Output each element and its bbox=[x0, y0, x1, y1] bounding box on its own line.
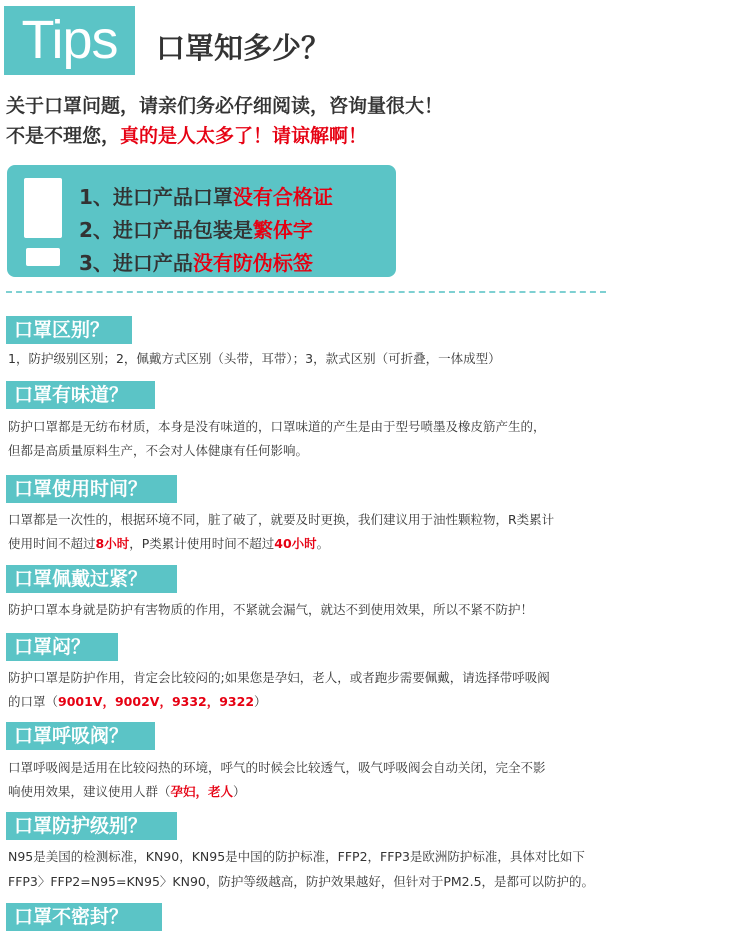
alert-box bbox=[7, 165, 396, 277]
tips-badge: Tips bbox=[4, 6, 135, 75]
section-text: 口罩都是一次性的，根据环境不同，脏了破了，就要及时更换，我们建议用于油性颗粒物，R类累计 bbox=[8, 512, 555, 527]
section-text: 防护口罩都是无纺布材质，本身是没有味道的，口罩味道的产生是由于型号喷墨及橡皮筋产生的， bbox=[8, 419, 546, 434]
section-header-not-sealed: 口罩不密封？ bbox=[6, 903, 162, 931]
alert-item-highlight: 繁体字 bbox=[252, 218, 313, 242]
section-text: N95是美国的检测标准，KN90，KN95是中国的防护标准，FFP2，FFP3是欧洲防护标准，具体对比如下 bbox=[8, 849, 585, 864]
text-plain: 的口罩（ bbox=[8, 694, 59, 709]
section-header-stuffy: 口罩闷？ bbox=[6, 633, 118, 661]
alert-item bbox=[79, 214, 313, 243]
alert-item-text: 1、进口产品口罩 bbox=[79, 185, 233, 209]
text-highlight: 9001V，9002V，9332，9322 bbox=[58, 694, 255, 709]
alert-item-highlight: 没有合格证 bbox=[232, 185, 333, 209]
section-text: 防护口罩本身就是防护有害物质的作用，不紧就会漏气，就达不到使用效果，所以不紧不防护！ bbox=[8, 602, 534, 617]
dashed-divider bbox=[6, 291, 606, 293]
text-plain: ） bbox=[254, 694, 267, 709]
notice-plain: 不是不理您， bbox=[6, 125, 121, 147]
section-text: 但都是高质量原料生产，不会对人体健康有任何影响。 bbox=[8, 443, 309, 458]
section-header-usage-time: 口罩使用时间？ bbox=[6, 475, 177, 503]
text-highlight: 孕妇，老人 bbox=[170, 784, 234, 799]
notice-line-2 bbox=[6, 121, 367, 148]
text-plain: 响使用效果，建议使用人群（ bbox=[8, 784, 171, 799]
alert-item-text: 2、进口产品包装是 bbox=[79, 218, 253, 242]
text-plain: 。 bbox=[316, 536, 330, 551]
section-header-valve: 口罩呼吸阀？ bbox=[6, 722, 155, 750]
section-text bbox=[8, 780, 246, 804]
section-header-mask-smell: 口罩有味道？ bbox=[6, 381, 155, 409]
section-header-too-tight: 口罩佩戴过紧？ bbox=[6, 565, 177, 593]
notice-line-1: 关于口罩问题，请亲们务必仔细阅读，咨询量很大！ bbox=[6, 95, 444, 117]
section-text: 1，防护级别区别；2，佩戴方式区别（头带，耳带）；3，款式区别（可折叠，一体成型） bbox=[8, 351, 501, 366]
alert-item-highlight: 没有防伪标签 bbox=[192, 251, 313, 275]
alert-item bbox=[79, 247, 313, 276]
section-header-protection-level: 口罩防护级别？ bbox=[6, 812, 177, 840]
text-highlight: 40小时 bbox=[274, 536, 317, 551]
section-header-mask-difference: 口罩区别？ bbox=[6, 316, 132, 344]
alert-item bbox=[79, 181, 333, 210]
section-text: FFP3〉FFP2=N95=KN95〉KN90，防护等级越高，防护效果越好，但针对于PM2.5，是都可以防护的。 bbox=[8, 874, 595, 889]
text-plain: ） bbox=[233, 784, 246, 799]
page-title: 口罩知多少？ bbox=[156, 31, 331, 65]
section-text: 口罩呼吸阀是适用在比较闷热的环境，呼气的时候会比较透气，吸气呼吸阀会自动关闭，完全不影 bbox=[8, 760, 546, 775]
text-plain: ，P类累计使用时间不超过 bbox=[129, 536, 275, 551]
notice-apology: 真的是人太多了！请谅解啊！ bbox=[120, 125, 368, 147]
text-plain: 使用时间不超过 bbox=[8, 536, 96, 551]
section-text bbox=[8, 532, 329, 556]
section-text bbox=[8, 690, 267, 714]
section-text: 防护口罩是防护作用，肯定会比较闷的;如果您是孕妇，老人，或者跑步需要佩戴，请选择带呼吸阀 bbox=[8, 670, 550, 685]
alert-item-text: 3、进口产品 bbox=[79, 251, 193, 275]
text-highlight: 8小时 bbox=[95, 536, 130, 551]
